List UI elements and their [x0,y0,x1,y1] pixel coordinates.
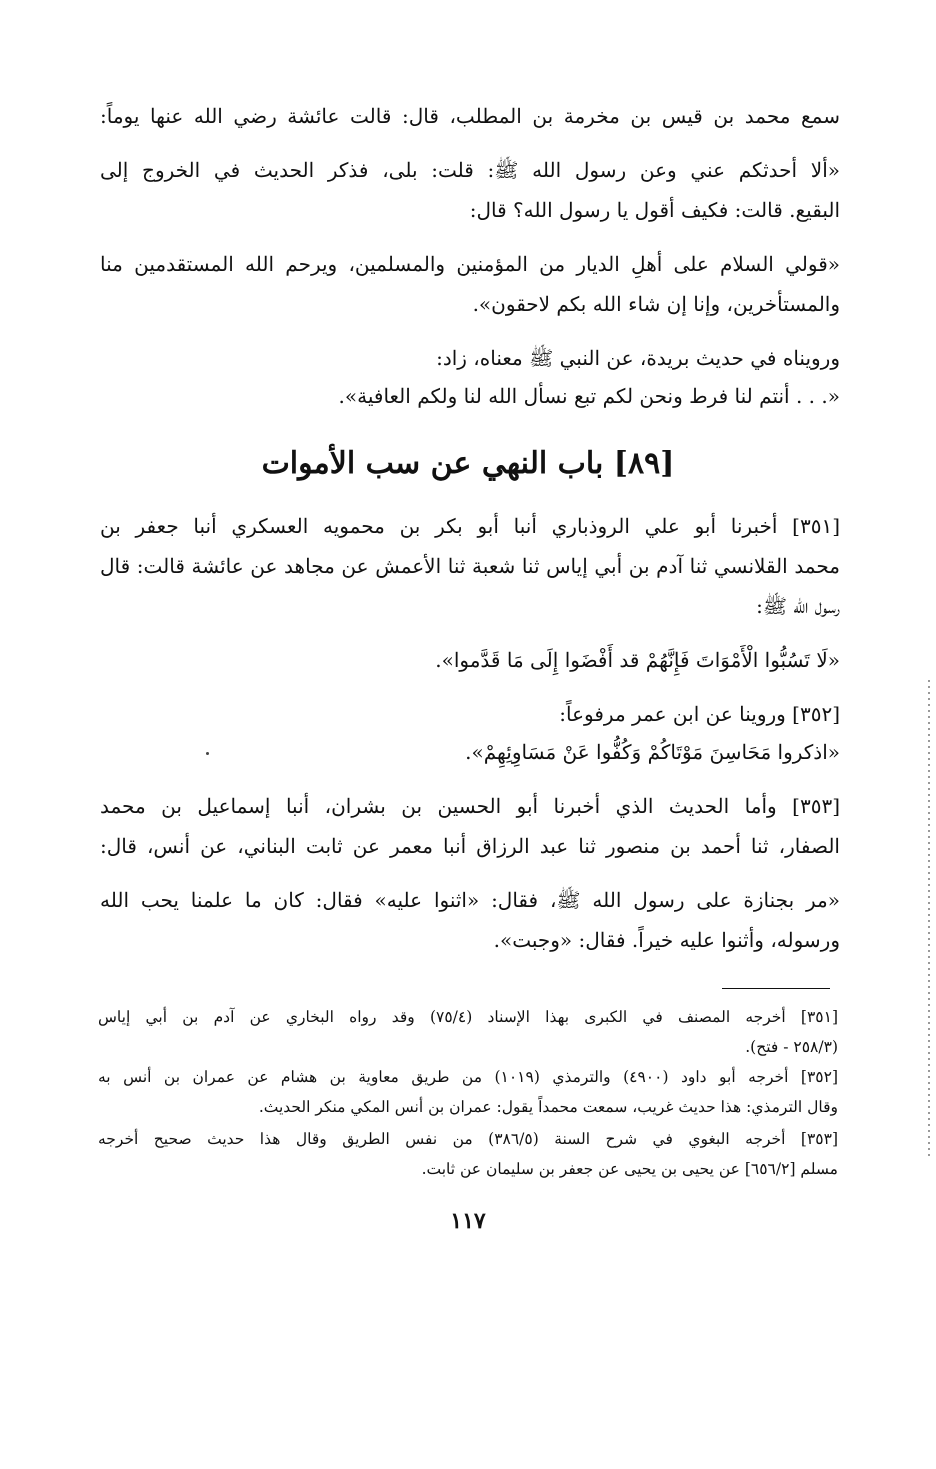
body-line-1: سمع محمد بن قيس بن مخرمة بن المطلب، قال: قالت عائشة رضي الله عنها يوماً: [100,104,840,128]
footnote-line-5: [٣٥٣] أخرجه البغوي في شرح السنة (٣٨٦/٥) من نفس الطريق وقال هذا حديث صحيح أخرجه [98,1130,838,1148]
footnote-line-1: [٣٥١] أخرجه المصنف في الكبرى بهذا الإسناد (٧٥/٤) وقد رواه البخاري عن آدم بن أبي إياس [98,1008,838,1026]
section-line-8: الصفار، ثنا أحمد بن منصور ثنا عبد الرزاق أنبا معمر عن ثابت البناني، عن أنس، قال: [100,834,840,858]
body-line-6: ورويناه في حديث بريدة، عن النبي ﷺ معناه، زاد: [436,346,840,370]
body-line-4: «قولي السلام على أهلِ الديار من المؤمنين والمسلمين، ويرحم الله المستقدمين منا [100,252,840,276]
section-line-7: [٣٥٣] وأما الحديث الذي أخبرنا أبو الحسين بن بشران، أنبا إسماعيل بن محمد [100,794,840,818]
section-line-2: محمد القلانسي ثنا آدم بن أبي إياس ثنا شعبة ثنا الأعمش عن مجاهد عن عائشة قالت: قال [100,554,840,578]
body-line-7: «. . . أنتم لنا فرط ونحن لكم تبع نسأل الله لنا ولكم العافية». [338,384,840,408]
hadith-text-1: «لَا تَسُبُّوا الْأَمْوَاتَ فَإِنَّهُمْ قد أَفْضَوا إِلَى مَا قَدَّموا». [435,648,840,672]
body-line-5: والمستأخرين، وإنا إن شاء الله بكم لاحقون». [472,292,840,316]
footnote-separator [722,988,830,989]
section-line-10: ورسوله، وأثنوا عليه خيراً. فقال: «وجبت». [493,928,840,952]
footnote-line-2: (٢٥٨/٣ - فتح). [745,1038,838,1056]
hadith-text-2: «اذكروا مَحَاسِنَ مَوْتَاكُمْ وَكُفُّوا عَنْ مَسَاوِئِهِمْ». [465,740,840,764]
section-line-3: رسول الله ﷺ: [756,594,840,618]
body-line-2: «ألا أحدثكم عني وعن رسول الله ﷺ: قلت: بلى، فذكر الحديث في الخروج إلى [100,158,840,182]
scan-speck [206,752,209,755]
footnote-line-6: مسلم [٦٥٦/٢] عن يحيى بن يحيى عن جعفر بن سليمان عن ثابت. [421,1160,838,1178]
page-number: ١١٧ [450,1208,486,1234]
footnote-line-4: وقال الترمذي: هذا حديث غريب، سمعت محمداً يقول: عمران بن أنس المكي منكر الحديث. [258,1098,838,1116]
scan-edge-marks [928,680,930,1160]
section-line-9: «مر بجنازة على رسول الله ﷺ، فقال: «اثنوا عليه» فقال: كان ما علمنا يحب الله [100,888,840,912]
chapter-heading: [٨٩] باب النهي عن سب الأموات [261,446,675,481]
section-line-1: [٣٥١] أخبرنا أبو علي الروذباري أنبا أبو بكر بن محمويه العسكري أنبا جعفر بن [100,514,840,538]
footnote-line-3: [٣٥٢] أخرجه أبو داود (٤٩٠٠) والترمذي (١٠١٩) من طريق معاوية بن هشام عن عمران بن أنس به [98,1068,838,1086]
body-line-3: البقيع. قالت: فكيف أقول يا رسول الله؟ قال: [469,198,840,222]
section-line-5: [٣٥٢] وروينا عن ابن عمر مرفوعاً: [559,702,840,726]
